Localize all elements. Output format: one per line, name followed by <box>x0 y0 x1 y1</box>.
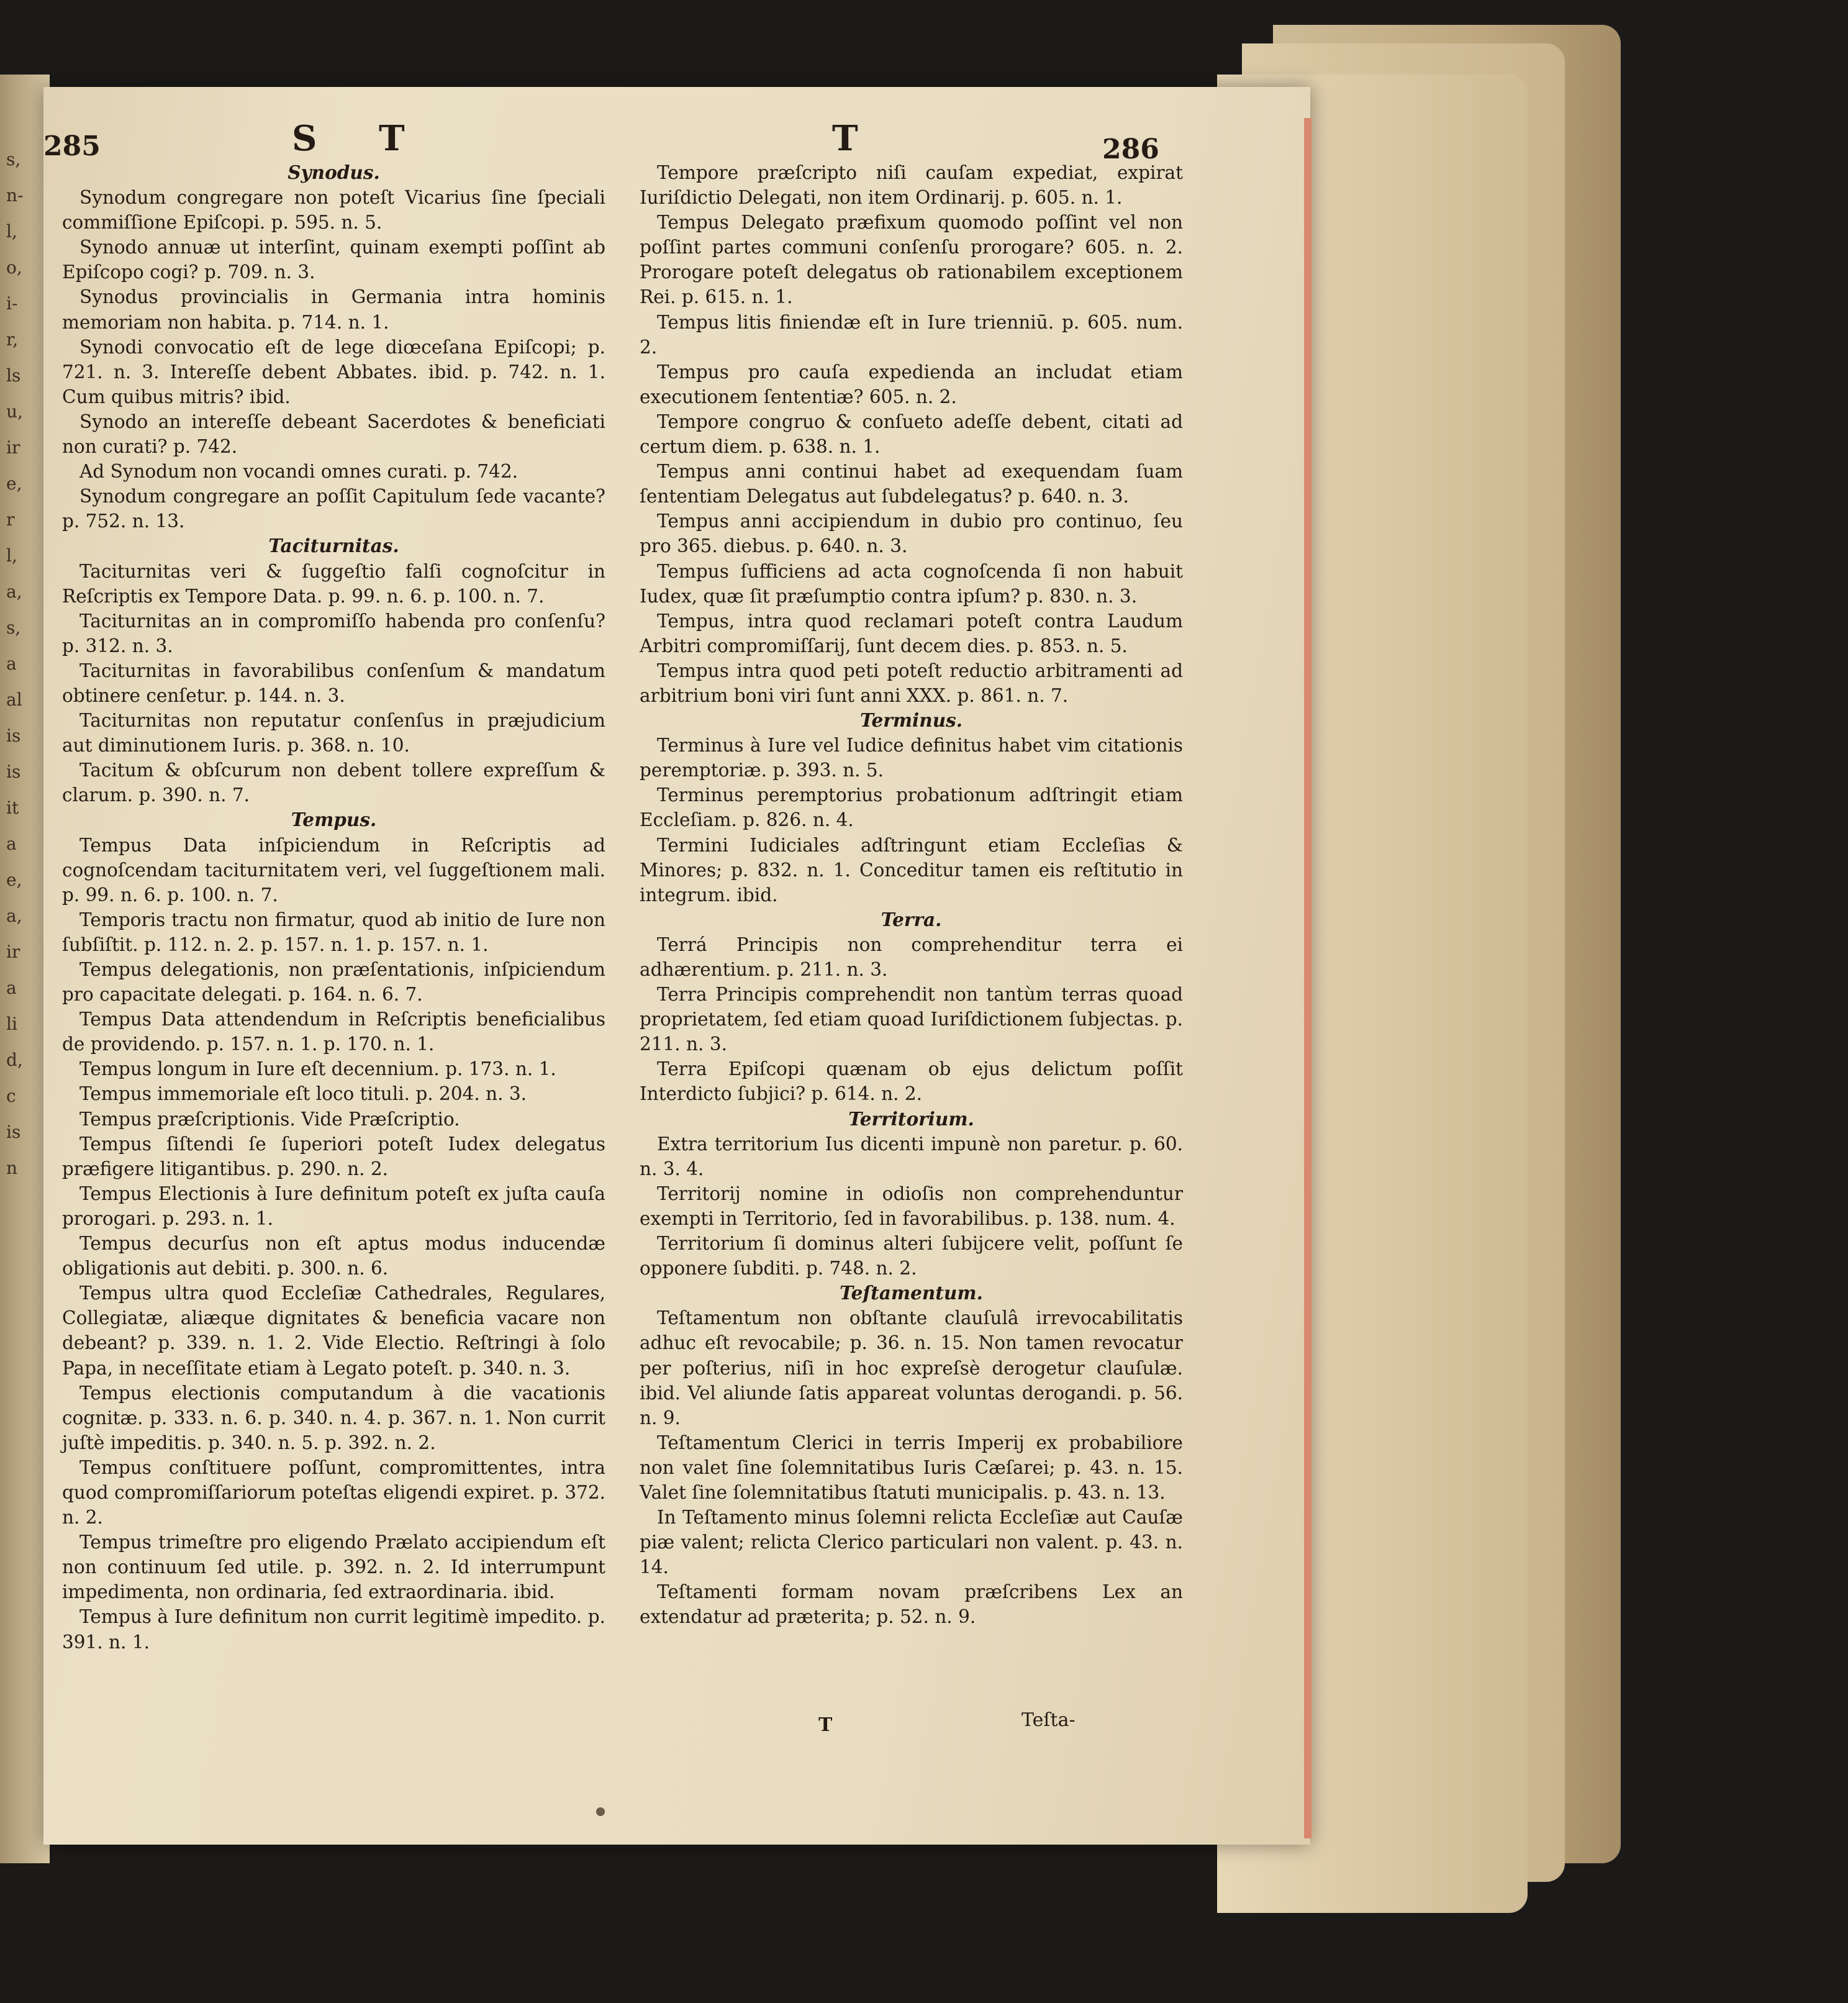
facing-page-fragment: is <box>6 1122 21 1142</box>
index-entry: Tempus trimeſtre pro eligendo Prælato accipiendum eſt non continuum ſed utile. p. 392. n. 2. Id interrumpunt impedimenta, non ordinaria, ſed extraordinaria. ibid. <box>62 1532 605 1603</box>
index-entry: Tempus Electionis à Iure definitum poteſt ex juſta cauſa prorogari. p. 293. n. 1. <box>62 1183 605 1229</box>
facing-page-fragment: n <box>6 1158 18 1178</box>
running-head-left: S T <box>292 118 430 159</box>
index-entry: Teſtamenti formam novam præſcribens Lex an extendatur ad præterita; p. 52. n. 9. <box>640 1581 1183 1628</box>
facing-page-fragment: a <box>6 653 17 674</box>
page-number-left: 285 <box>43 130 101 162</box>
facing-page-fragment: al <box>6 689 22 710</box>
index-entry: Tempus, intra quod reclamari poteſt contra Laudum Arbitri compromiſſarij, ſunt decem dies. p. 853. n. 5. <box>640 610 1183 656</box>
index-entry: Tempore præſcripto niſi cauſam expediat, expirat Iuriſdictio Delegati, non item Ordinarij. p. 605. n. 1. <box>640 162 1183 209</box>
index-entry: Tempus conſtituere poſſunt, compromittentes, intra quod compromiſſariorum poteſtas eligendi expiret. p. 372. n. 2. <box>62 1456 605 1528</box>
index-entry: Tempus electionis computandum à die vacationis cognitæ. p. 333. n. 6. p. 340. n. 4. p. 367. n. 1. Non currit juſtè impeditis. p. 340. n. 5. p. 392. n. 2. <box>62 1382 605 1453</box>
facing-page-fragment: i- <box>6 293 18 314</box>
index-entry: Tempus Delegato præfixum quomodo poſſint vel non poſſint partes communi conſenſu prorogare? 605. n. 2. Prorogare poteſt delegatus ob rationabilem exceptionem Rei. p. 615. n. 1. <box>640 212 1183 308</box>
index-entry: Tempus ſiſtendi ſe ſuperiori poteſt Iudex delegatus præfigere litigantibus. p. 290. n. 2. <box>62 1133 605 1179</box>
index-entry: Tempus intra quod peti poteſt reductio arbitramenti ad arbitrium boni viri ſunt anni XXX. p. 861. n. 7. <box>640 660 1183 706</box>
index-entry: Tempus longum in Iure eſt decennium. p. 173. n. 1. <box>79 1058 556 1080</box>
index-entry: Synodus provincialis in Germania intra hominis memoriam non habita. p. 714. n. 1. <box>62 286 605 333</box>
index-entry: Tempus anni continui habet ad exequendam ſuam ſententiam Delegatus aut ſubdelegatus? p. 640. n. 3. <box>640 461 1183 507</box>
facing-page-fragment: s, <box>6 149 21 170</box>
index-entry: Tempus à Iure definitum non currit legitimè impedito. p. 391. n. 1. <box>62 1606 605 1653</box>
facing-page-fragment: a <box>6 833 17 854</box>
catchword: Teſta- <box>1021 1709 1076 1731</box>
index-entry: Tacitum & obſcurum non debent tollere expreſſum & clarum. p. 390. n. 7. <box>62 760 605 806</box>
page-number-right: 286 <box>1102 134 1159 165</box>
index-entry: Synodo annuæ ut interſint, quinam exempti poſſint ab Epiſcopo cogi? p. 709. n. 3. <box>62 237 605 283</box>
facing-page-fragment: it <box>6 797 19 818</box>
facing-page-fragment: a <box>6 978 17 998</box>
index-entry: Tempus Data inſpiciendum in Reſcriptis ad cognoſcendam taciturnitatem veri, vel ſuggeſtionem mali. p. 99. n. 6. p. 100. n. 7. <box>62 834 605 906</box>
index-entry: Ad Synodum non vocandi omnes curati. p. 742. <box>79 461 519 483</box>
facing-page-fragment: is <box>6 761 21 782</box>
facing-page-fragment: e, <box>6 473 22 494</box>
facing-page-fragment: u, <box>6 401 23 422</box>
facing-page-fragment: li <box>6 1014 17 1034</box>
index-entry: Tempus litis finiendæ eſt in Iure trienniū. p. 605. num. 2. <box>640 311 1183 358</box>
index-entry: Synodo an intereſſe debeant Sacerdotes & beneficiati non curati? p. 742. <box>62 411 605 458</box>
facing-page-fragment: r, <box>6 329 19 350</box>
index-entry: Tempus anni accipiendum in dubio pro continuo, ſeu pro 365. diebus. p. 640. n. 3. <box>640 511 1183 557</box>
facing-page-fragment: ir <box>6 437 20 458</box>
index-entry: Tempus ſufficiens ad acta cognoſcenda ſi non habuit Iudex, quæ ſit præſumptio contra ipſum? p. 830. n. 3. <box>640 560 1183 607</box>
facing-page-fragment: s, <box>6 617 21 638</box>
index-entry: Tempus immemoriale eſt loco tituli. p. 204. n. 3. <box>79 1083 527 1105</box>
facing-page-fragment: n- <box>6 185 24 206</box>
index-entry: Teſtamentum non obſtante clauſulâ irrevocabilitatis adhuc eſt revocabile; p. 36. n. 15. Non tamen revocatur per poſterius, niſi in hoc expreſsè derogetur clauſulæ. ibid. Vel aliunde ſatis appareat voluntas derogandi. p. 56. n. 9. <box>640 1307 1183 1428</box>
index-entry: Tempus pro cauſa expedienda an includat etiam executionem ſententiæ? 605. n. 2. <box>640 361 1183 407</box>
index-heading: Territorium. <box>848 1107 974 1130</box>
facing-page-fragment: a, <box>6 581 22 602</box>
signature-mark: T <box>818 1714 833 1736</box>
index-entry: Tempus delegationis, non præſentationis, inſpiciendum pro capacitate delegati. p. 164. n. 6. 7. <box>62 959 605 1006</box>
index-entry: Termini Iudiciales adſtringunt etiam Eccleſias & Minores; p. 832. n. 1. Conceditur tamen eis reſtitutio in integrum. ibid. <box>640 834 1183 906</box>
red-page-edge <box>1304 118 1311 1838</box>
facing-page-fragment: ls <box>6 365 21 386</box>
index-entry: Extra territorium Ius dicenti impunè non paretur. p. 60. n. 3. 4. <box>640 1133 1183 1179</box>
index-entry: Synodum congregare an poſſit Capitulum ſede vacante? p. 752. n. 13. <box>62 486 605 532</box>
index-entry: Tempus decurſus non eſt aptus modus inducendæ obligationis aut debiti. p. 300. n. 6. <box>62 1233 605 1279</box>
facing-page-fragment: e, <box>6 870 22 890</box>
index-column-left <box>62 160 605 1655</box>
index-entry: Terminus peremptorius probationum adſtringit etiam Eccleſiam. p. 826. n. 4. <box>640 784 1183 831</box>
facing-page-fragment: a, <box>6 906 22 926</box>
index-column-right <box>640 160 1183 1630</box>
index-entry: Taciturnitas in favorabilibus conſenſum & mandatum obtinere cenſetur. p. 144. n. 3. <box>62 660 605 706</box>
facing-page-fragment: r <box>6 509 15 530</box>
index-entry: Terrá Principis non comprehenditur terra ei adhærentium. p. 211. n. 3. <box>640 933 1183 980</box>
index-entry: Terra Epiſcopi quænam ob ejus delictum poſſit Interdicto ſubjici? p. 614. n. 2. <box>640 1058 1183 1105</box>
index-entry: Tempus præſcriptionis. Vide Præſcriptio. <box>79 1108 460 1130</box>
index-heading: Synodus. <box>288 161 380 183</box>
index-entry: Synodum congregare non poteſt Vicarius ſine ſpeciali commiſſione Epiſcopi. p. 595. n. 5. <box>62 187 605 234</box>
index-entry: Taciturnitas an in compromiſſo habenda pro conſenſu? p. 312. n. 3. <box>62 610 605 656</box>
index-entry: Taciturnitas non reputatur conſenſus in præjudicium aut diminutionem Iuris. p. 368. n. 10. <box>62 710 605 756</box>
facing-page-edge-text <box>0 149 43 1267</box>
index-entry: Tempore congruo & conſueto adeſſe debent, citati ad certum diem. p. 638. n. 1. <box>640 411 1183 458</box>
index-heading: Terra. <box>881 908 942 930</box>
facing-page-fragment: l, <box>6 221 17 242</box>
index-entry: Teſtamentum Clerici in terris Imperij ex probabiliore non valet ſine ſolemnitatibus Iuris Cæſarei; p. 43. n. 15. Valet ſine ſolemnitatibus ſtatuti municipalis. p. 43. n. 13. <box>640 1432 1183 1503</box>
index-entry: Terminus à Iure vel Iudice definitus habet vim citationis peremptoriæ. p. 393. n. 5. <box>640 735 1183 781</box>
index-entry: Temporis tractu non firmatur, quod ab initio de Iure non ſubſiſtit. p. 112. n. 2. p. 157. n. 1. p. 157. n. 1. <box>62 909 605 955</box>
facing-page-fragment: l, <box>6 545 17 566</box>
facing-page-fragment: d, <box>6 1050 23 1070</box>
index-entry: Tempus Data attendendum in Reſcriptis beneficialibus de providendo. p. 157. n. 1. p. 170. n. 1. <box>62 1009 605 1055</box>
index-entry: In Teſtamento minus ſolemni relicta Eccleſiæ aut Cauſæ piæ valent; relicta Clerico particulari non valent. p. 43. n. 14. <box>640 1507 1183 1578</box>
facing-page-fragment: ir <box>6 942 20 962</box>
index-entry: Synodi convocatio eſt de lege diœceſana Epiſcopi; p. 721. n. 3. Intereſſe debent Abbates. ibid. p. 742. n. 1. Cum quibus mitris? ibid. <box>62 336 605 407</box>
index-heading: Tempus. <box>291 809 377 831</box>
index-heading: Taciturnitas. <box>268 535 399 557</box>
index-entry: Taciturnitas veri & ſuggeſtio falſi cognoſcitur in Reſcriptis ex Tempore Data. p. 99. n. 6. p. 100. n. 7. <box>62 560 605 607</box>
index-heading: Terminus. <box>859 709 963 732</box>
index-entry: Territorium ſi dominus alteri ſubijcere velit, poſſunt ſe opponere ſubditi. p. 748. n. 2. <box>640 1233 1183 1279</box>
running-head-right: T <box>832 118 858 159</box>
index-heading: Teſtamentum. <box>840 1282 983 1304</box>
index-entry: Terra Principis comprehendit non tantùm terras quoad proprietatem, ſed etiam quoad Iuriſdictionem ſubjectas. p. 211. n. 3. <box>640 984 1183 1055</box>
facing-page-fragment: c <box>6 1086 16 1106</box>
facing-page-fragment: is <box>6 725 21 746</box>
facing-page-fragment: o, <box>6 257 22 278</box>
index-entry: Tempus ultra quod Eccleſiæ Cathedrales, Regulares, Collegiatæ, aliæque dignitates & beneficia vacare non debeant? p. 339. n. 1. 2. Vide Electio. Reſtringi à ſolo Papa, in neceſſitate etiam à Legato poteſt. p. 340. n. 3. <box>62 1283 605 1379</box>
index-entry: Territorij nomine in odioſis non comprehenduntur exempti in Territorio, ſed in favorabilibus. p. 138. num. 4. <box>640 1183 1183 1229</box>
ink-spot <box>596 1807 605 1816</box>
